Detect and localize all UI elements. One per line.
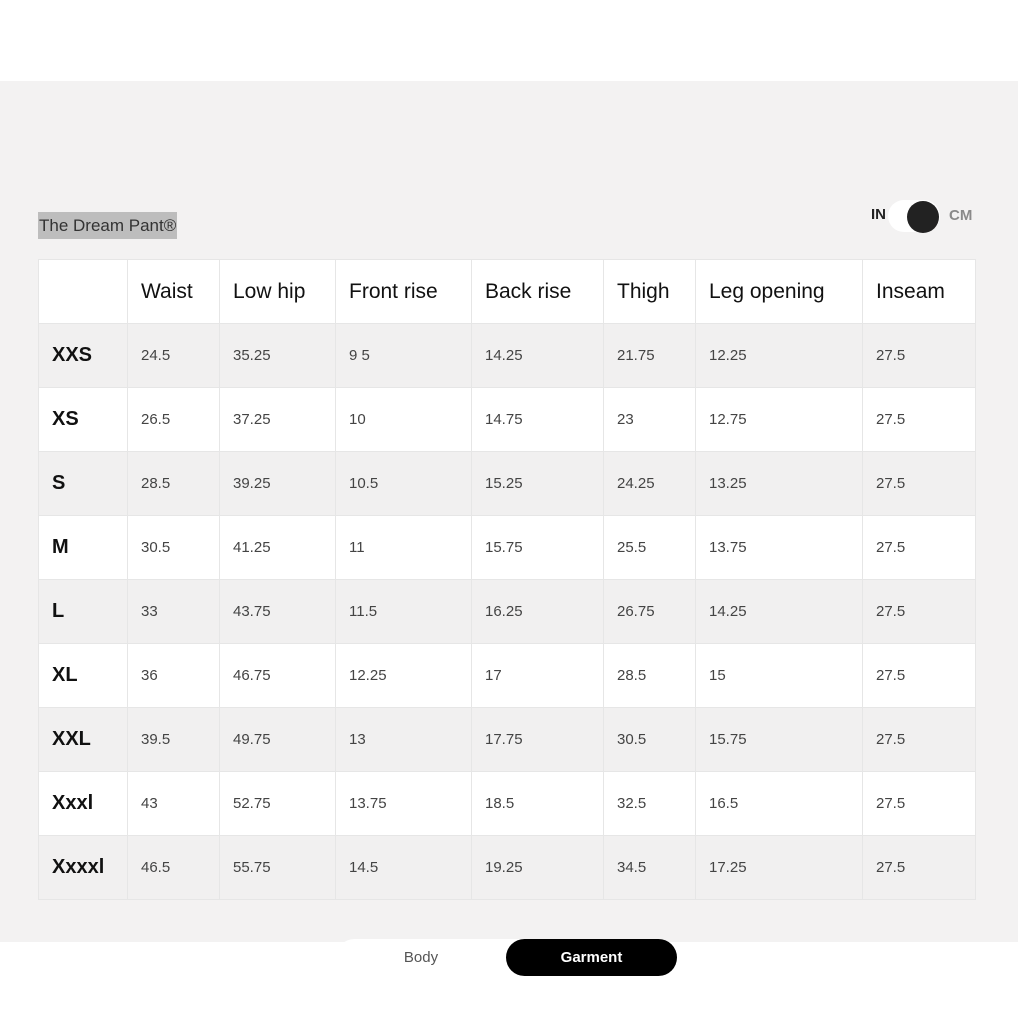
column-header: Back rise — [472, 260, 604, 324]
table-cell: 32.5 — [604, 772, 696, 836]
table-body — [39, 324, 976, 900]
table-cell: 12.25 — [696, 324, 863, 388]
table-cell: 27.5 — [863, 452, 976, 516]
table-cell: 30.5 — [128, 516, 220, 580]
column-header: Inseam — [863, 260, 976, 324]
measurement-mode-toggle[interactable] — [336, 939, 677, 976]
table-cell: 28.5 — [604, 644, 696, 708]
table-cell: 13 — [336, 708, 472, 772]
table-cell: 49.75 — [220, 708, 336, 772]
table-cell: 46.5 — [128, 836, 220, 900]
size-label: Xxxl — [39, 772, 128, 836]
table-cell: 37.25 — [220, 388, 336, 452]
table-row — [39, 644, 976, 708]
table-cell: 11.5 — [336, 580, 472, 644]
size-guide-panel — [0, 81, 1018, 966]
table-row — [39, 580, 976, 644]
table-cell: 13.75 — [336, 772, 472, 836]
size-label: L — [39, 580, 128, 644]
table-row — [39, 324, 976, 388]
unit-switch-knob[interactable] — [907, 201, 939, 233]
size-label: XXS — [39, 324, 128, 388]
unit-in-label[interactable]: IN — [871, 206, 886, 223]
table-cell: 16.5 — [696, 772, 863, 836]
table-cell: 24.5 — [128, 324, 220, 388]
table-row — [39, 708, 976, 772]
table-cell: 10.5 — [336, 452, 472, 516]
garment-tab[interactable]: Garment — [506, 939, 677, 976]
column-header-corner — [39, 260, 128, 324]
table-cell: 9 5 — [336, 324, 472, 388]
table-cell: 10 — [336, 388, 472, 452]
table-cell: 14.75 — [472, 388, 604, 452]
table-cell: 27.5 — [863, 836, 976, 900]
table-cell: 27.5 — [863, 772, 976, 836]
table-cell: 17.75 — [472, 708, 604, 772]
table-cell: 23 — [604, 388, 696, 452]
body-tab[interactable]: Body — [403, 949, 439, 966]
table-cell: 39.5 — [128, 708, 220, 772]
table-cell: 15.75 — [696, 708, 863, 772]
table-cell: 13.75 — [696, 516, 863, 580]
size-label: S — [39, 452, 128, 516]
table-cell: 18.5 — [472, 772, 604, 836]
table-cell: 24.25 — [604, 452, 696, 516]
table-cell: 52.75 — [220, 772, 336, 836]
size-chart-table — [38, 259, 976, 900]
table-cell: 43 — [128, 772, 220, 836]
table-cell: 27.5 — [863, 516, 976, 580]
column-header: Low hip — [220, 260, 336, 324]
size-label: XXL — [39, 708, 128, 772]
table-cell: 27.5 — [863, 644, 976, 708]
unit-switch-track[interactable] — [888, 200, 940, 232]
table-cell: 17 — [472, 644, 604, 708]
table-cell: 27.5 — [863, 708, 976, 772]
unit-cm-label[interactable]: CM — [949, 207, 973, 224]
table-cell: 39.25 — [220, 452, 336, 516]
column-header: Waist — [128, 260, 220, 324]
table-cell: 28.5 — [128, 452, 220, 516]
size-label: XS — [39, 388, 128, 452]
table-cell: 36 — [128, 644, 220, 708]
table-cell: 14.25 — [696, 580, 863, 644]
table-cell: 13.25 — [696, 452, 863, 516]
table-cell: 15.25 — [472, 452, 604, 516]
table-cell: 21.75 — [604, 324, 696, 388]
table-cell: 27.5 — [863, 388, 976, 452]
column-header: Leg opening — [696, 260, 863, 324]
table-cell: 17.25 — [696, 836, 863, 900]
table-cell: 43.75 — [220, 580, 336, 644]
table-row — [39, 772, 976, 836]
table-header-row — [39, 260, 976, 324]
table-cell: 27.5 — [863, 580, 976, 644]
table-row — [39, 388, 976, 452]
table-cell: 12.75 — [696, 388, 863, 452]
table-cell: 11 — [336, 516, 472, 580]
size-label: M — [39, 516, 128, 580]
table-row — [39, 516, 976, 580]
table-cell: 12.25 — [336, 644, 472, 708]
table-cell: 30.5 — [604, 708, 696, 772]
table-cell: 25.5 — [604, 516, 696, 580]
table-cell: 33 — [128, 580, 220, 644]
table-row — [39, 452, 976, 516]
table-cell: 15 — [696, 644, 863, 708]
size-label: XL — [39, 644, 128, 708]
table-cell: 26.5 — [128, 388, 220, 452]
table-cell: 35.25 — [220, 324, 336, 388]
table-cell: 34.5 — [604, 836, 696, 900]
table-row — [39, 836, 976, 900]
table-cell: 16.25 — [472, 580, 604, 644]
column-header: Thigh — [604, 260, 696, 324]
unit-toggle[interactable] — [868, 198, 978, 232]
product-title: The Dream Pant® — [38, 212, 177, 239]
size-label: Xxxxl — [39, 836, 128, 900]
table-cell: 14.25 — [472, 324, 604, 388]
table-cell: 15.75 — [472, 516, 604, 580]
column-header: Front rise — [336, 260, 472, 324]
table-cell: 14.5 — [336, 836, 472, 900]
table-cell: 41.25 — [220, 516, 336, 580]
table-cell: 19.25 — [472, 836, 604, 900]
table-cell: 26.75 — [604, 580, 696, 644]
table-cell: 27.5 — [863, 324, 976, 388]
table-cell: 55.75 — [220, 836, 336, 900]
table-cell: 46.75 — [220, 644, 336, 708]
